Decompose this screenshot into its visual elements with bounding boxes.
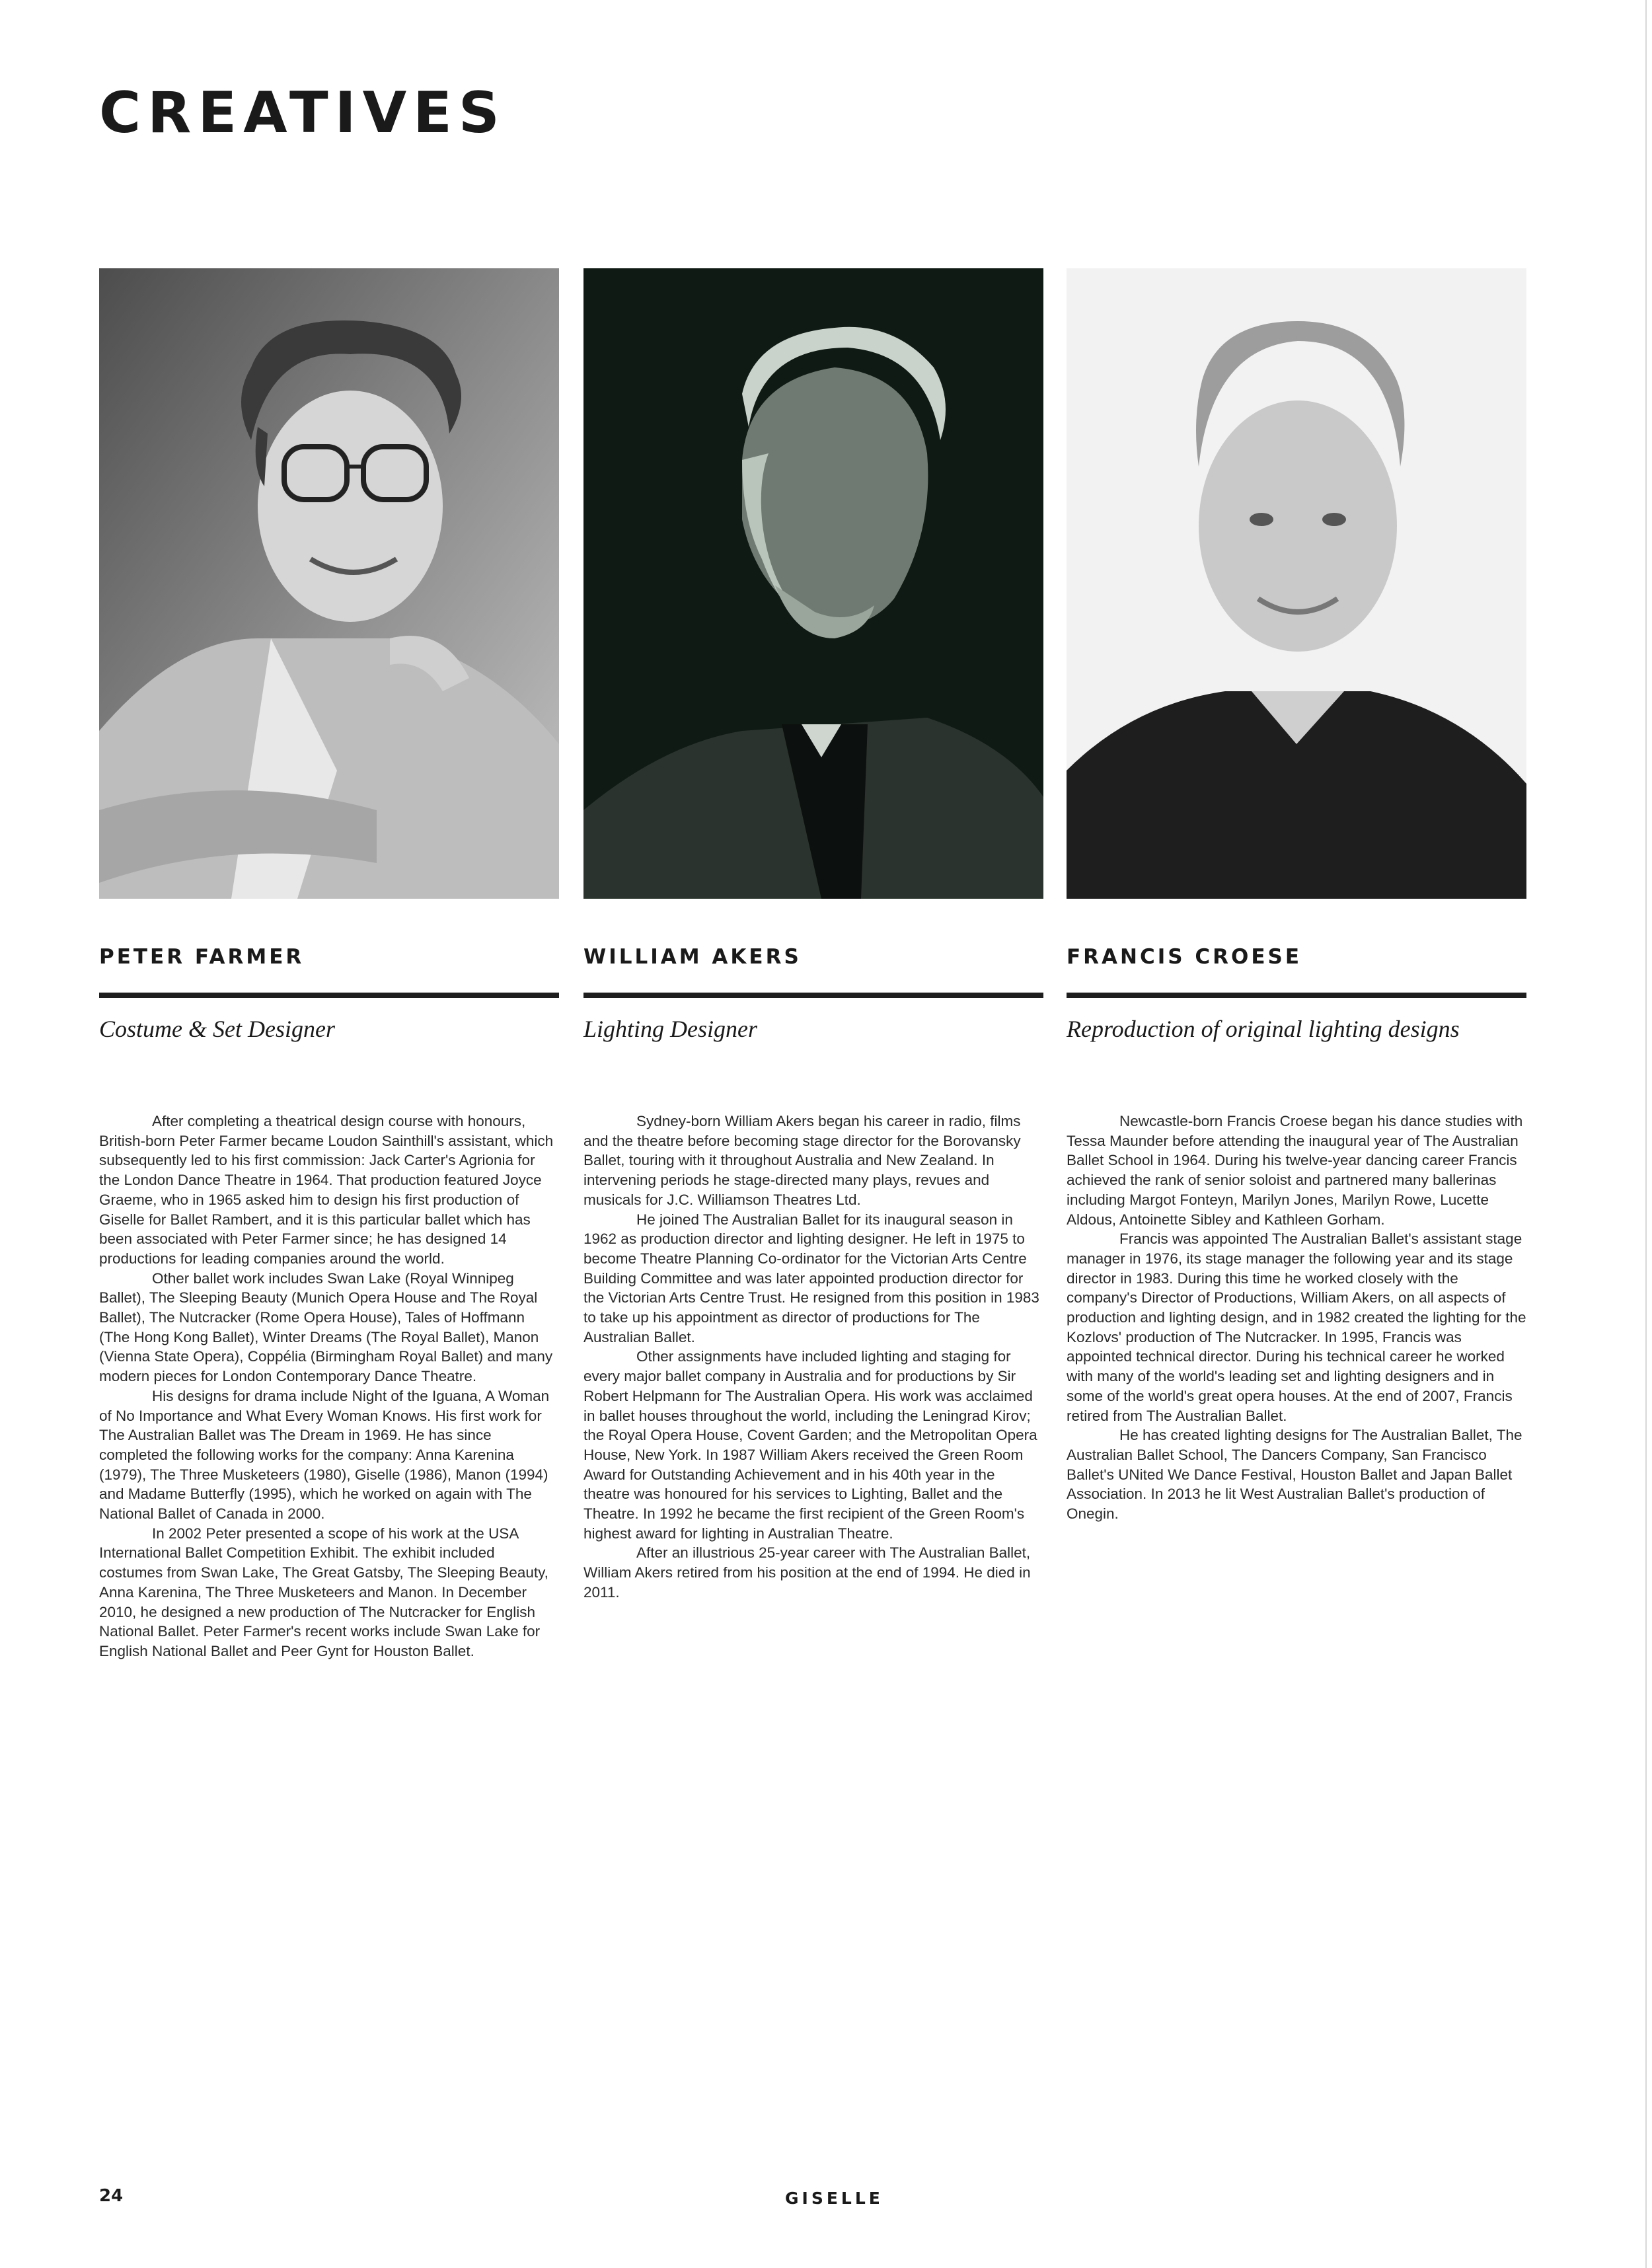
creative-card-francis-croese xyxy=(1067,268,1526,1523)
bio-paragraph: In 2002 Peter presented a scope of his work at the USA International Ballet Competition Exhibit. The exhibit included costumes from Swan Lake, The Great Gatsby, The Sleeping Beauty, Anna Karenina, The Three Musketeers and Manon. In December 2010, he designed a new production of The Nutcracker for English National Ballet. Peter Farmer's recent works include Swan Lake for English National Ballet and Peer Gynt for Houston Ballet. xyxy=(99,1525,548,1659)
footer-title: GISELLE xyxy=(785,2189,883,2208)
bio-paragraph: Other ballet work includes Swan Lake (Royal Winnipeg Ballet), The Sleeping Beauty (Munich Opera House and The Royal Ballet), The Nutcracker (Rome Opera House), Tales of Hoffmann (The Hong Kong Ballet), Winter Dreams (The Royal Ballet), Manon (Vienna State Opera), Coppélia (Birmingham Royal Ballet) and many modern pieces for London Contemporary Dance Theatre. xyxy=(99,1269,553,1385)
creative-bio xyxy=(1067,1112,1526,1524)
page-edge-rule xyxy=(1645,0,1647,2268)
bio-paragraph: He has created lighting designs for The Australian Ballet, The Australian Ballet School, The Dancers Company, San Francisco Ballet's UNited We Dance Festival, Houston Ballet and Japan Ballet Association. In 2013 he lit West Australian Ballet's production of Onegin. xyxy=(1067,1427,1522,1523)
creative-role: Lighting Designer xyxy=(583,1016,758,1042)
portrait-photo-icon xyxy=(1067,268,1526,899)
creative-name: PETER FARMER xyxy=(99,945,305,969)
creative-name: WILLIAM AKERS xyxy=(583,945,802,969)
portrait-photo-icon xyxy=(99,268,559,899)
bio-paragraph: Newcastle-born Francis Croese began his dance studies with Tessa Maunder before attending the inaugural year of The Australian Ballet School in 1964. During his twelve-year dancing career Francis achieved the rank of senior soloist and partnered many ballerinas including Margot Fonteyn, Marilyn Jones, Marilyn Rowe, Lucette Aldous, Antoinette Sibley and Kathleen Gorham. xyxy=(1067,1113,1523,1228)
portrait-photo-icon xyxy=(583,268,1043,899)
bio-paragraph: His designs for drama include Night of the Iguana, A Woman of No Importance and What Every Woman Knows. His first work for The Australian Ballet was The Dream in 1969. He has since completed the following works for the company: Anna Karenina (1979), The Three Musketeers (1980), Giselle (1986), Manon (1994) and Madame Butterfly (1995), which he worked on again with The National Ballet of Canada in 2000. xyxy=(99,1387,550,1523)
divider-rule xyxy=(583,993,1043,998)
bio-paragraph: Francis was appointed The Australian Ballet's assistant stage manager in 1976, its stage manager the following year and its stage director in 1983. During this time he worked closely with the company's Director of Productions, William Akers, on all aspects of production and lighting design, and in 1982 created the lighting for the Kozlovs' production of The Nutcracker. In 1995, Francis was appointed technical director. During his technical career he worked with many of the world's leading set and lighting designers and in some of the world's great opera houses. At the end of 2007, Francis retired from The Australian Ballet. xyxy=(1067,1230,1526,1424)
page-number: 24 xyxy=(99,2186,124,2206)
bio-paragraph: After completing a theatrical design course with honours, British-born Peter Farmer became Loudon Sainthill's assistant, which subsequently led to his first commission: Jack Carter's Agrionia for the London Dance Theatre in 1964. That production featured Joyce Graeme, who in 1965 asked him to design his first production of Giselle for Ballet Rambert, and it is this particular ballet which has been associated with Peter Farmer since; he has designed 14 productions for leading companies around the world. xyxy=(99,1113,554,1267)
bio-paragraph: Sydney-born William Akers began his career in radio, films and the theatre before becoming stage director for the Borovansky Ballet, touring with it throughout Australia and New Zealand. In intervening periods he stage-directed many plays, revues and musicals for J.C. Williamson Theatres Ltd. xyxy=(583,1113,1021,1208)
creative-role: Reproduction of original lighting designs xyxy=(1067,1016,1460,1042)
page-title: CREATIVES xyxy=(99,80,506,146)
bio-paragraph: After an illustrious 25-year career with The Australian Ballet, William Akers retired from his position at the end of 1994. He died in 2011. xyxy=(583,1544,1031,1601)
divider-rule xyxy=(99,993,559,998)
creative-bio xyxy=(583,1112,1043,1603)
creative-card-william-akers xyxy=(583,268,1043,1601)
creative-card-peter-farmer xyxy=(99,268,559,1659)
bio-paragraph: Other assignments have included lighting and staging for every major ballet company in Australia and for productions by Sir Robert Helpmann for The Australian Opera. His work was acclaimed in ballet houses throughout the world, including the Leningrad Kirov; the Royal Opera House, Covent Garden; and the Metropolitan Opera House, New York. In 1987 William Akers received the Green Room Award for Outstanding Achievement and in his 40th year in the theatre was honoured for his services to Lighting, Ballet and the Theatre. In 1992 he became the first recipient of the Green Room's highest award for lighting in Australian Theatre. xyxy=(583,1348,1037,1542)
creative-bio xyxy=(99,1112,559,1661)
creative-role: Costume & Set Designer xyxy=(99,1016,335,1042)
creative-name: FRANCIS CROESE xyxy=(1067,945,1302,969)
bio-paragraph: He joined The Australian Ballet for its inaugural season in 1962 as production director and lighting designer. He left in 1975 to become Theatre Planning Co-ordinator for the Victorian Arts Centre Building Committee and was later appointed production director for the Victorian Arts Centre Trust. He resigned from this position in 1983 to take up his appointment as director of productions for The Australian Ballet. xyxy=(583,1211,1039,1345)
divider-rule xyxy=(1067,993,1526,998)
